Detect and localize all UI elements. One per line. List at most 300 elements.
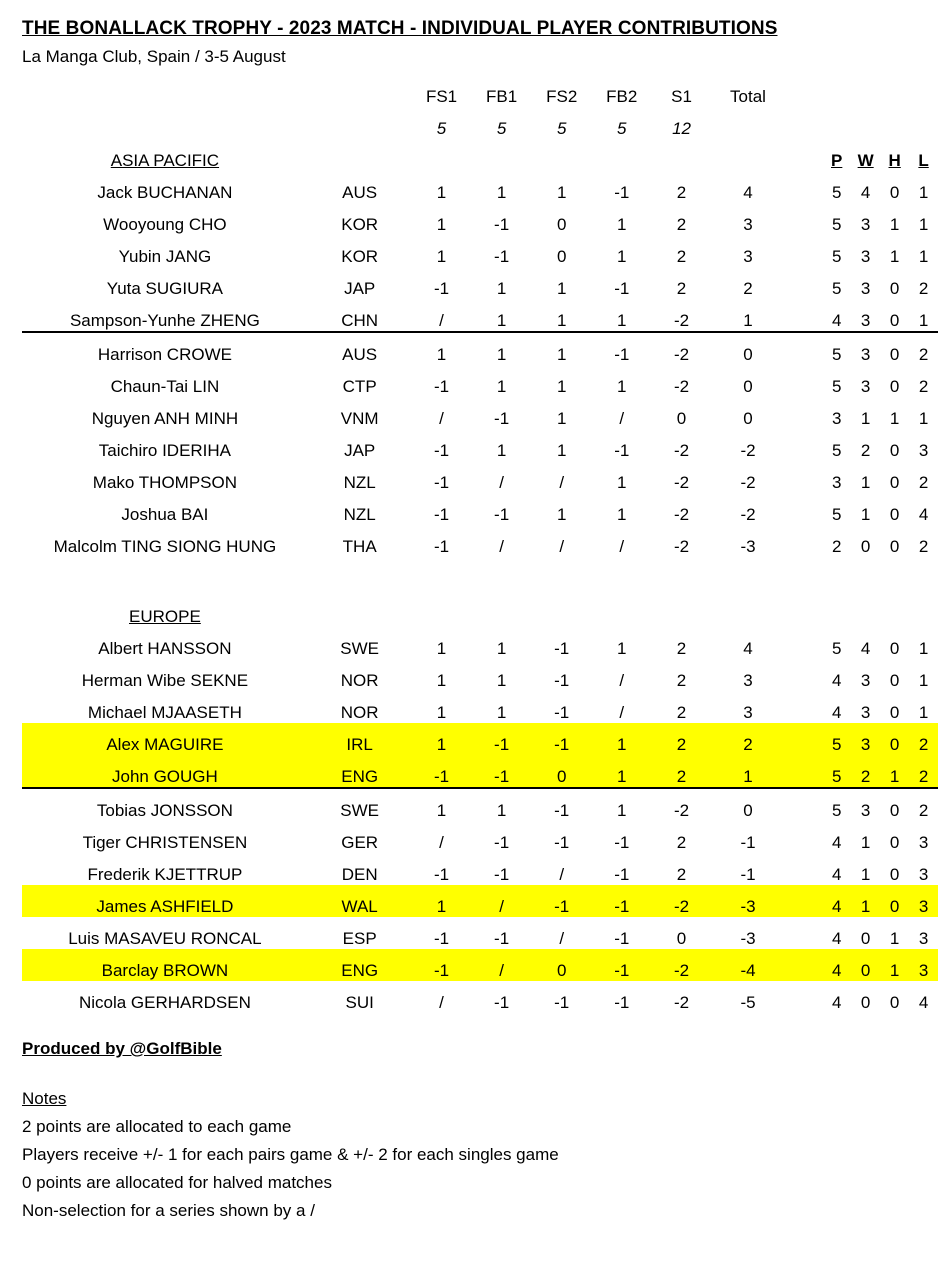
count-w: 3 [860,279,871,298]
count-h: 1 [889,409,900,428]
score-s1: -2 [673,801,690,820]
count-h: 0 [889,505,900,524]
table-row [22,461,938,493]
player-country: NOR [340,671,379,690]
count-l: 2 [909,755,938,788]
score-fb1: -1 [494,865,510,884]
score-fb2: -1 [614,833,630,852]
group-header-sess [652,595,711,627]
score-fs2: 0 [532,949,592,981]
score-fb2: / [619,703,625,722]
count-l: 3 [909,885,938,917]
score-total: -2 [740,441,756,460]
score-s1: -2 [673,505,690,524]
count-w: 3 [860,801,871,820]
count-p: 4 [831,703,842,722]
group-spacer [22,557,938,595]
session-points-blank [880,107,909,139]
score-fs2: / [559,473,565,492]
count-p: 4 [831,865,842,884]
note-line: 0 points are allocated for halved matches [22,1173,332,1192]
count-p: 5 [831,801,842,820]
score-fb1: 1 [496,279,507,298]
column-header-fb1: FB1 [486,87,518,106]
score-s1: 2 [676,671,687,690]
score-fb1: -1 [494,247,510,266]
count-l: 2 [918,279,929,298]
player-name: James ASHFIELD [22,885,308,917]
group-header-sess [412,139,472,171]
table-row [22,493,938,525]
score-total: -2 [740,473,756,492]
score-total: -3 [740,537,756,556]
score-s1: -2 [673,377,690,396]
player-name: Tiger CHRISTENSEN [82,833,248,852]
count-w: 3 [860,703,871,722]
score-fb2: 1 [617,505,627,524]
group-title: EUROPE [129,607,201,626]
score-fb2: 1 [617,247,627,266]
count-h: 0 [889,993,900,1012]
score-fs2: -1 [532,885,592,917]
count-l: 2 [918,473,929,492]
score-fb2: 1 [617,215,627,234]
score-fs2: -1 [554,993,570,1012]
score-fs2: / [559,929,565,948]
count-l: 1 [909,299,938,332]
score-fb1: 1 [496,801,507,820]
score-total: -1 [740,833,756,852]
session-points-country-col [308,107,412,139]
score-fb1: -1 [494,993,510,1012]
score-total: 3 [743,215,753,234]
score-fs1: 1 [436,247,447,266]
score-s1: -2 [652,949,711,981]
score-s1: 2 [676,215,687,234]
count-p: 3 [831,409,842,428]
row-gap [785,917,823,949]
score-s1: 2 [652,723,711,755]
score-fs2: 1 [556,441,567,460]
score-fb1: -1 [494,505,510,524]
row-gap [785,723,823,755]
count-p: 5 [831,215,842,234]
count-w: 3 [851,299,880,332]
player-country: JAP [344,441,376,460]
table-row [22,821,938,853]
score-fs2: / [559,865,565,884]
score-total: 2 [743,279,753,298]
table-row [22,691,938,723]
player-name: Herman Wibe SEKNE [81,671,249,690]
session-points-fs1: 5 [436,119,447,138]
table-row [22,659,938,691]
score-fb1: 1 [496,183,507,202]
table-row [22,203,938,235]
row-gap [785,691,823,723]
note-line: Players receive +/- 1 for each pairs game & +/- 2 for each singles game [22,1145,559,1164]
row-gap [785,461,823,493]
player-name: Wooyoung CHO [103,215,227,234]
group-header-sess [652,139,711,171]
score-fs1: -1 [433,279,450,298]
score-fs2: 1 [532,299,592,332]
session-points-row [22,107,938,139]
count-l: 1 [918,703,929,722]
column-header-h [880,595,909,627]
score-total: 4 [743,183,753,202]
header-name-col [22,75,308,107]
count-h: 1 [880,949,909,981]
score-fs2: -1 [554,833,570,852]
score-s1: 2 [676,703,687,722]
score-fb2: 1 [592,755,652,788]
group-header-sess [472,595,532,627]
count-p: 2 [831,537,842,556]
count-p: 3 [831,473,842,492]
score-fb2: / [619,671,625,690]
count-w: 1 [851,885,880,917]
score-fs2: -1 [532,723,592,755]
score-s1: 0 [676,929,687,948]
score-fb2: 1 [617,639,627,658]
player-country: ENG [308,755,412,788]
session-points-blank [822,107,851,139]
row-gap [785,332,823,365]
count-h: 0 [880,723,909,755]
player-country: ESP [342,929,377,948]
group-header-gap [785,139,823,171]
score-total: 0 [743,409,753,428]
score-fs2: -1 [554,671,570,690]
player-country: AUS [342,345,378,364]
score-fs2: -1 [554,703,570,722]
count-h: 0 [889,345,900,364]
count-p: 4 [822,949,851,981]
count-w: 3 [860,377,871,396]
count-l: 1 [918,183,929,202]
column-header-l [909,595,938,627]
table-row [22,429,938,461]
score-fb2: 1 [592,723,652,755]
session-points-name-col [22,107,308,139]
count-w: 2 [860,441,871,460]
player-name: Michael MJAASETH [87,703,242,722]
score-s1: -2 [673,473,690,492]
player-name: Luis MASAVEU RONCAL [68,929,262,948]
column-header-w [851,595,880,627]
score-s1: 0 [676,409,687,428]
score-fs1: 1 [436,345,447,364]
count-l: 1 [918,671,929,690]
column-header-p: P [831,151,843,170]
count-h: 0 [889,279,900,298]
score-s1: -2 [673,441,690,460]
count-l: 1 [918,639,929,658]
session-points-gap [785,107,823,139]
header-country-col [308,75,412,107]
group-header-country [308,595,412,627]
count-h: 0 [889,703,900,722]
score-fs1: -1 [433,537,450,556]
group-header-asia-pacific [22,139,938,171]
score-total: 1 [711,755,785,788]
player-country: CTP [342,377,377,396]
score-fs1: 1 [412,723,472,755]
session-points-blank [909,107,938,139]
score-s1: -2 [652,299,711,332]
group-header-country [308,139,412,171]
count-h: 1 [889,929,900,948]
score-fb1: 1 [496,703,507,722]
count-h: 0 [889,377,900,396]
count-h: 0 [880,885,909,917]
score-fs1: -1 [433,441,450,460]
page-subtitle: La Manga Club, Spain / 3-5 August [22,47,286,66]
count-l: 1 [918,215,929,234]
row-gap [785,788,823,821]
score-total: 0 [743,345,753,364]
score-fs2: 0 [556,247,567,266]
score-s1: -2 [673,537,690,556]
count-w: 1 [860,505,871,524]
player-country: GER [341,833,379,852]
player-name: Taichiro IDERIHA [98,441,232,460]
player-name: Yubin JANG [118,247,212,266]
player-country: ENG [308,949,412,981]
table-row [22,853,938,885]
count-w: 1 [860,409,871,428]
player-name: Mako THOMPSON [92,473,238,492]
score-total: -4 [711,949,785,981]
score-fs1: 1 [436,183,447,202]
player-contributions-table [22,75,938,1013]
table-row [22,525,938,557]
score-fb1: / [499,473,504,492]
player-country: SUI [345,993,374,1012]
score-s1: -2 [673,993,690,1012]
produced-by: Produced by @GolfBible [22,1039,222,1058]
count-h: 0 [889,865,900,884]
score-total: 0 [743,377,753,396]
player-country: SWE [340,639,380,658]
table-row [22,397,938,429]
row-gap [785,171,823,203]
score-fb1: -1 [472,755,532,788]
score-fs2: 1 [556,345,567,364]
score-fb2: -1 [592,949,652,981]
score-fb1: -1 [494,929,510,948]
score-fb2: -1 [614,993,630,1012]
score-fs2: -1 [554,639,570,658]
score-fb2: / [619,409,625,428]
count-l: 3 [918,865,929,884]
column-header-total: Total [730,87,766,106]
player-country: NZL [343,473,376,492]
score-fs1: / [439,833,444,852]
row-gap [785,299,823,332]
table-row [22,332,938,365]
session-points-fs2: 5 [556,119,567,138]
score-fb1: 1 [496,345,507,364]
count-p: 4 [831,993,842,1012]
count-l: 3 [918,929,929,948]
group-header-sess [412,595,472,627]
score-fs1: -1 [412,755,472,788]
player-country: IRL [308,723,412,755]
count-h: 1 [880,755,909,788]
row-gap [785,365,823,397]
player-name: Sampson-Yunhe ZHENG [22,299,308,332]
count-p: 5 [831,377,842,396]
count-p: 4 [831,929,842,948]
group-header-gap [785,595,823,627]
header-blank [880,75,909,107]
score-fb1: 1 [472,299,532,332]
score-fb2: -1 [614,345,630,364]
count-w: 3 [860,671,871,690]
count-w: 3 [851,723,880,755]
session-points-total [711,107,785,139]
score-s1: -2 [652,885,711,917]
score-total: 3 [743,671,753,690]
table-row [22,788,938,821]
score-fb1: / [472,949,532,981]
score-total: -2 [740,505,756,524]
table-header-row [22,75,938,107]
score-fb2: -1 [614,183,630,202]
player-country: VNM [340,409,379,428]
score-fs1: -1 [433,505,450,524]
count-h: 0 [880,299,909,332]
player-country: AUS [342,183,378,202]
row-gap [785,203,823,235]
row-gap [785,429,823,461]
player-name: Malcolm TING SIONG HUNG [53,537,277,556]
count-p: 5 [831,279,842,298]
score-s1: -2 [673,345,690,364]
count-p: 5 [831,639,842,658]
count-p: 5 [822,723,851,755]
count-p: 5 [831,345,842,364]
score-total: -5 [740,993,756,1012]
count-l: 4 [918,993,929,1012]
group-header-sess [592,139,652,171]
count-h: 0 [889,639,900,658]
score-total: -1 [740,865,756,884]
player-country: JAP [344,279,376,298]
score-s1: 2 [676,247,687,266]
score-fs2: 1 [556,505,567,524]
table-row [22,299,938,332]
count-l: 2 [918,377,929,396]
count-l: 1 [918,409,929,428]
count-h: 1 [889,247,900,266]
count-h: 0 [889,537,900,556]
count-h: 0 [889,801,900,820]
group-header-total [711,139,785,171]
count-h: 0 [889,473,900,492]
count-h: 0 [889,183,900,202]
score-fs1: -1 [433,865,450,884]
session-points-blank [851,107,880,139]
count-p: 4 [831,833,842,852]
score-fb2: -1 [592,885,652,917]
group-header-sess [532,139,592,171]
score-fs1: / [439,409,444,428]
player-name: Joshua BAI [121,505,209,524]
count-p: 5 [831,183,842,202]
score-fs1: 1 [436,671,447,690]
count-l: 2 [918,345,929,364]
count-w: 3 [860,345,871,364]
table-row [22,627,938,659]
column-header-fs1: FS1 [425,87,458,106]
score-fb2: 1 [617,801,627,820]
count-p: 4 [822,885,851,917]
group-header-europe [22,595,938,627]
player-country: SWE [340,801,380,820]
player-name: Yuta SUGIURA [106,279,224,298]
row-gap [785,949,823,981]
count-w: 3 [860,215,871,234]
count-h: 0 [889,441,900,460]
table-row [22,365,938,397]
header-blank [822,75,851,107]
count-h: 1 [889,215,900,234]
row-gap [785,981,823,1013]
player-country: CHN [308,299,412,332]
score-fb1: 1 [496,441,507,460]
table-row [22,981,938,1013]
table-row [22,171,938,203]
row-gap [785,397,823,429]
table-row [22,235,938,267]
count-w: 4 [860,183,871,202]
header-blank [909,75,938,107]
count-w: 0 [860,993,871,1012]
row-gap [785,525,823,557]
count-l: 2 [909,723,938,755]
player-name: Alex MAGUIRE [22,723,308,755]
player-name: Jack BUCHANAN [97,183,233,202]
header-blank [851,75,880,107]
score-fs2: 1 [556,409,567,428]
row-gap [785,235,823,267]
score-fs1: / [412,299,472,332]
count-h: 0 [889,671,900,690]
score-s1: 2 [676,279,687,298]
count-h: 0 [889,833,900,852]
score-fs1: 1 [436,703,447,722]
column-header-fb2: FB2 [606,87,638,106]
score-fs1: -1 [433,929,450,948]
score-fs2: 1 [556,377,567,396]
score-fb2: / [619,537,625,556]
score-fb2: 1 [617,377,627,396]
score-s1: 2 [652,755,711,788]
column-header-l: L [918,151,929,170]
player-name: Frederik KJETTRUP [87,865,243,884]
column-header-h: H [888,151,901,170]
score-fs2: 1 [556,183,567,202]
score-fb1: / [472,885,532,917]
score-fs1: 1 [412,885,472,917]
score-fs1: 1 [436,215,447,234]
score-fs1: 1 [436,639,447,658]
score-fb2: 1 [592,299,652,332]
score-fb2: -1 [614,441,630,460]
